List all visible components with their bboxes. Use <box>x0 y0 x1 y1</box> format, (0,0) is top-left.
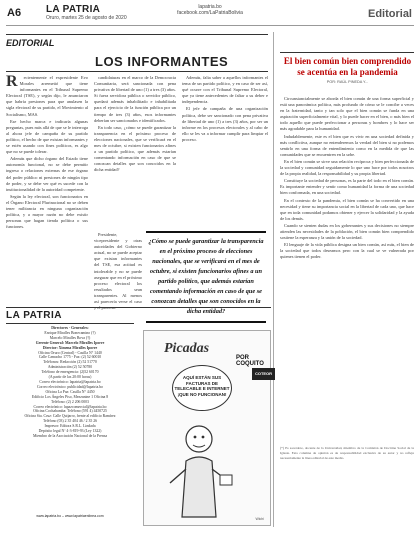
paragraph: candidaturas en el marco de la Democracia Comunitaria, será sancionada con pena privativa de libertad de uno (1) a tres (3) años. Si fuera servidora pública o servidor público, quedará además inhabilitado e inhabilitada para el ejercicio de la función pública por un tiempo de tres (3) años, esos informantes deberían ser sancionados e identificados. <box>94 75 176 123</box>
masthead-line: Teléfono (03) 2 35 404 46 / 2 35 26 <box>42 419 98 424</box>
editorial-column-1 <box>6 75 88 305</box>
paragraph: Además, falta saber a aquellos informantes el tema de un partido político, y en caso de ser así, qué ocurre con el Tribunal Supremo Electoral, que ya tiene antecedentes de faltar a su deber e independencia. <box>182 75 268 105</box>
paragraph: Cuando se sienten dudas en los gobernantes y sus decisiones no siempre atienden las necesidades de la población, el bien común bien comprendido sostiene la esperanza y la unión de la sociedad. <box>280 222 414 241</box>
opinion-byline: POR: RAÚL PINEDA Y... <box>326 80 369 84</box>
editorial-top-rule <box>6 34 268 35</box>
speech-bubble: AQUÍ ESTÁN SUS FACTURAS DE TELECABLE E INTERNET ¡QUE NO FUNCIONAN! <box>172 365 232 411</box>
editorial-column-3 <box>94 232 142 311</box>
page-header <box>0 0 420 26</box>
masthead-web[interactable]: www.lapatria.bo – www.lapatriaenlinea.com <box>36 514 104 518</box>
masthead-line: Impresor: Editora S.R.L. Lindada <box>44 424 96 429</box>
editorial-title-rule <box>6 71 268 72</box>
pull-quote-text: ¿Cómo se puede garantizar la transparencia en el próximo proceso de elecciones nacionales, que se verificará en el mes de octubre, si existen funcionarios afines a un partido político, que además estarían comentando información en caso de que se conozcan detalles que son conocidos en la dicha entidad? <box>146 231 266 323</box>
masthead-heading: Directores - Generales: <box>51 326 89 330</box>
masthead-top-rule <box>6 307 271 308</box>
masthead-line: Teléfono de emergencia: (2)52 60170 <box>41 370 99 375</box>
masthead-line: Oficina Sta. Cruz: Calle Quijarro, frente al edificio Ramírez <box>24 414 116 419</box>
page-number: A6 <box>7 7 22 19</box>
opinion-footnote: (*) Es sacerdote, docente de la Universidad, miembro de la Comisión de Doctrina Social de la Iglesia. Esta columna de opinión es de responsabilidad exclusiva de su autor y no refleja necesariamente la línea editorial de este medio. <box>280 446 414 460</box>
masthead-line: Depósito legal Nº 4-3-819-93 (Ley 1322) <box>38 429 102 434</box>
editorial-column-2b <box>182 75 268 225</box>
cartoon <box>143 330 271 526</box>
paragraph: Presidente, vicepresidente y otras autoridades del Gobierno actual, no se puede aceptar que existan informantes del TSE, esa actitud es intolerable y no se puede asegurar que en el próximo proceso electoral los resultados sean transparentes. Al menos así parecería verse el caso y el proceso. <box>94 232 142 311</box>
paragraph: Además que dicho órgano del Estado tiene autonomía funcional, no se debe permitir ingreso o relaciones externas de ese órgano del poder público ni presiones de ningún tipo de poder, y se debe ver qué es sucede con la institucionalidad de la autoridad competente. <box>6 156 88 192</box>
masthead-rule <box>6 323 134 324</box>
masthead-line: Enrique Miralles Bonecamino (†) <box>44 330 96 335</box>
masthead-line: Marcelo Miralles Bova (†) <box>49 335 91 340</box>
masthead-logo: LA PATRIA <box>6 310 62 321</box>
masthead-line: Oficina La Paz: Casilla N° 4450 <box>45 389 95 394</box>
editorial-column-2 <box>94 75 176 225</box>
column-separator <box>273 32 274 527</box>
pull-quote <box>146 231 266 323</box>
paragraph: El lenguaje de la vida pública designa un bien común, así más, el bien de la sociedad que todos deseamos pero con la cual se ve vulnerada por quienes tienen el poder. <box>280 242 414 260</box>
paragraph: ecientemente el expresidente Evo Morales arremetió que tiene informantes en el Tribunal Supremo Electoral (TSE), y según dijo, le anunciaron que habría presiones para que anulasen la sigla electoral de su partido, el Movimiento al Socialismo, MAS. <box>6 75 88 117</box>
opinion-top-rule <box>280 52 414 53</box>
publication-date: Oruro, martes 25 de agosto de 2020 <box>46 15 127 21</box>
masthead-line: (A partir de las 20:00 horas) <box>48 375 92 380</box>
masthead-line: Administración (2) 52 50780 <box>47 365 93 370</box>
cartoon-label: COTEOR <box>252 368 275 380</box>
drop-cap: R <box>6 73 18 90</box>
opinion-body <box>280 96 414 436</box>
paragraph: Ese hecho marca e indicaría algunas preguntas, pues más allá de que se le interroga al ahora jefe de campaña de su partido político, el hecho de que existan informantes y se estén usando con fines políticos, es algo que no se puede tolerar. <box>6 118 88 155</box>
paragraph: Circunstancialmente se aborda el bien común de una forma superficial y está una panorámica política, más profundo de cómo se le concibe a veces en la fraternidad, tanto y tan solo que el bien común se funda en una aspiración superficialmente vital, y lo puede hacer en el bien, o más bien el todo aquello que puede perfeccionar a personas y hombres y lo hace ser más agradable para la humanidad. <box>280 96 414 132</box>
paragraph: Indudablemente, este es el bien que es vivir en una sociedad definida y más conflictiva, aunque no entenderemos la verdad del bien si no podemos sentirlo en una forma de entendimiento como en la medida de que las comunidades que se encuentren en la urbe. <box>280 133 414 157</box>
cartoon-title: Picadas <box>164 341 210 356</box>
editorial-label: EDITORIAL <box>6 38 55 48</box>
paragraph: El jefe de campaña de una organización política, debe ser sancionado con pena privativa de libertad de uno (1) a tres (3) años, por ser un informe en los procesos electorales y al cabo de ello se les va a informar cumplir para limpiar el proceso. <box>182 106 268 142</box>
paragraph: En el bien común se sirve una relación recíproca y bien perfeccionada de la sociedad y comunidad seguidamente lo que uno hace por todos nosotros de la propia realidad, la responsabilidad y su propia libertad. <box>280 158 414 177</box>
masthead-heading: Director: Ximena Miralles Iporre <box>42 345 98 350</box>
masthead-line: Teléfono: (2) 2 206 0003 <box>51 399 89 404</box>
website-link[interactable]: lapatria.bo <box>198 4 222 10</box>
masthead-line: Correo electrónico: publicidad@lapatria.bo <box>36 384 103 389</box>
header-rule <box>6 25 414 26</box>
editorial-title: LOS INFORMANTES <box>95 54 229 69</box>
masthead-line: Calle Camacho 1775 - Fax: (2) 52 60010 <box>38 355 102 360</box>
cartoon-figure-icon <box>164 421 234 517</box>
paragraph: En el contexto de la pandemia, el bien común se ha convertido en una necesidad y tiene su importancia social en la libertad de cada uno, que hace que en toda comunidad podamos obtener y ejercer la solidaridad y la ayuda de los demás. <box>280 197 414 221</box>
masthead-info <box>6 326 134 512</box>
paragraph: En todo caso, ¿cómo se puede garantizar la transparencia en el próximo proceso de elecciones nacionales, que se verificará en el mes de octubre, si existen funcionarios afines a un partido político, que además estarían comentando información en caso de que se conozcan detalles que son conocidos en la dicha entidad? <box>94 124 176 173</box>
opinion-title: El bien común bien comprendido se acentúa en la pandemia <box>283 56 412 77</box>
masthead-line: Teléfonos: Redacción (2) 52 51770 <box>43 360 97 365</box>
masthead-line: Correo electrónico: lapatria@lapatria.bo <box>39 379 101 384</box>
masthead-heading: Gerente General: Marcelo Miralles Iporre <box>35 340 105 345</box>
facebook-link[interactable]: facebook.com/LaPatriaBolivia <box>177 10 243 16</box>
masthead-line: Oficina Oruro (Central) - Casilla N° 1440 <box>38 350 102 355</box>
newspaper-logo: LA PATRIA <box>46 4 101 15</box>
masthead-line: Correo electrónico: lapazcomercial@lapatria.bo <box>33 404 107 409</box>
cartoon-author: Wichi <box>255 517 264 521</box>
masthead-line: Miembro de la Asociación Nacional de la Prensa <box>32 433 108 438</box>
paragraph: Según la ley electoral, son funcionarios en el Órgano Electoral Plurinacional no se deben tener militancia en ninguna organización política, y a mayor razón no debe existir personas que hagan tienda política o sus funciones. <box>6 193 88 230</box>
cartoon-signature: POR COQUITO <box>236 355 264 367</box>
masthead-line: Edificio Los Ángeles Piso, Mezzanine 1 Oficina 8 <box>31 394 109 399</box>
masthead-line: Oficina Cochabamba: Teléfono (591 4) 4450725 <box>33 409 107 414</box>
section-title: Editorial <box>367 8 412 20</box>
web-info <box>170 4 250 16</box>
paragraph: Constituye la sociedad de personas, es la parte del todo en el bien común. Es importante entender y sentir como humanidad la forma de una sociedad bien conformada, en una sociedad. <box>280 178 414 196</box>
